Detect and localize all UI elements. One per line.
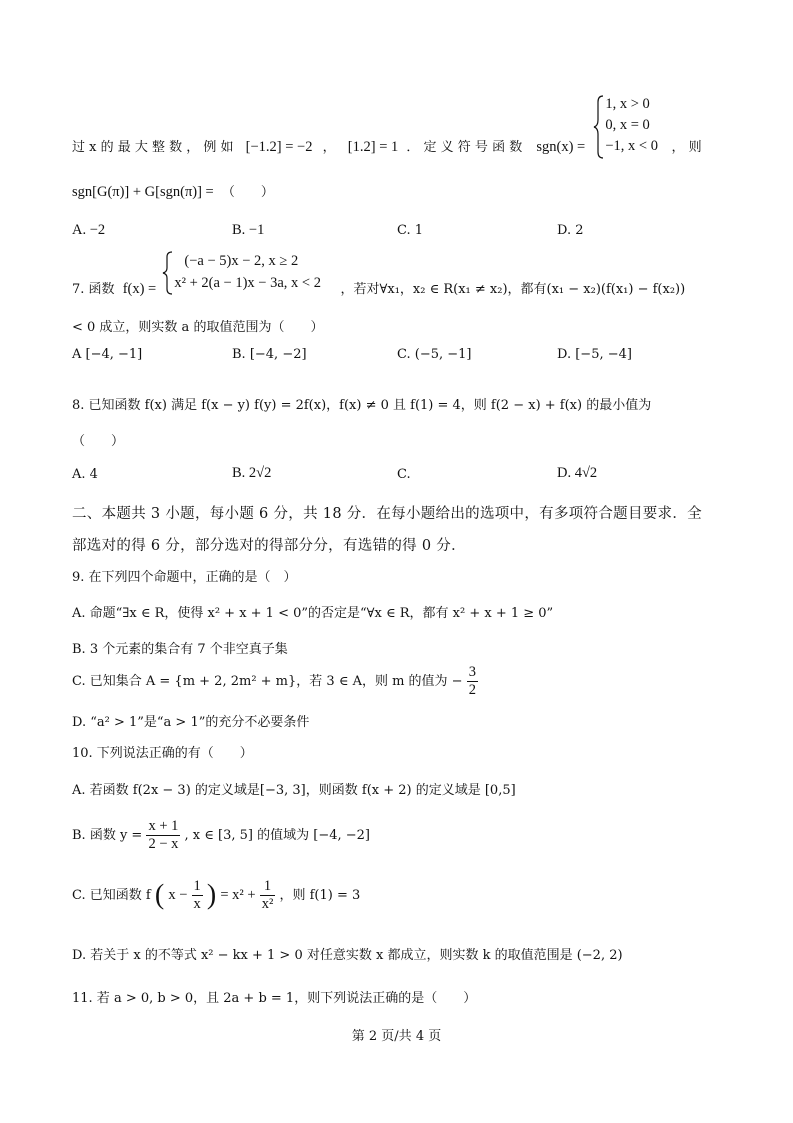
q8-option-d[interactable]: D. 4√2 — [557, 465, 598, 481]
q6-line2 — [72, 181, 274, 201]
q10-option-c-row — [72, 878, 360, 913]
page-footer: 第 2 页/共 4 页 — [351, 1029, 442, 1044]
q8-blank: （ ） — [72, 434, 125, 449]
section-2-instructions-line1 — [72, 502, 702, 523]
q10-option-d-row — [72, 944, 623, 963]
q9-option-a[interactable]: A. 命题“∃x ∈ R，使得 x² + x + 1 < 0”的否定是“∀x ∈ R，都有 x² + x + 1 ≥ 0” — [72, 606, 554, 621]
q10-option-a[interactable]: A. 若函数 f(2x − 3) 的定义域是[−3, 3]，则函数 f(x + 2) 的定义域是 [0,5] — [72, 783, 516, 798]
q10-c-fraction-2 — [260, 878, 276, 913]
q10-c-inner: x − — [168, 887, 188, 903]
q9-option-b-row — [72, 638, 288, 657]
q10-b-fraction — [146, 818, 180, 853]
q9-option-c-fraction — [467, 664, 478, 699]
q6-definition: ． 定 义 符 号 函 数 — [406, 139, 523, 155]
q6-example-2: [1.2] = 1 — [347, 138, 399, 155]
q10-b-numerator: x + 1 — [148, 818, 179, 834]
q7-option-d[interactable]: D. [−5, −4] — [557, 347, 632, 362]
sgn-piecewise — [593, 94, 663, 160]
q7-option-b[interactable]: B. [−4, −2] — [232, 347, 307, 362]
q10-option-d[interactable]: D. 若关于 x 的不等式 x² − kx + 1 > 0 对任意实数 x 都成立，则实数 k 的取值范围是 (−2, 2) — [72, 948, 623, 963]
q7-lead: 7. 函数 — [72, 281, 115, 297]
q6-option-b[interactable]: B. −1 — [232, 222, 265, 238]
q8-option-b[interactable]: B. 2√2 — [232, 465, 272, 481]
q10-c-lead: C. 已知函数 f — [72, 888, 151, 903]
q6-then: ， 则 — [671, 139, 702, 155]
q10-b-lead: B. 函数 y = — [72, 828, 143, 843]
q7-case-2: x² + 2(a − 1)x − 3a, x < 2 — [174, 275, 321, 291]
q10-c-mid: = x² + — [220, 887, 256, 903]
q9-option-d-row — [72, 711, 309, 730]
q9-option-c-text: C. 已知集合 A = {m + 2, 2m² + m}，若 3 ∈ A，则 m 的值为 − — [72, 674, 463, 689]
q6-lead: 过 x 的 最 大 整 数 ， 例 如 — [72, 139, 234, 155]
q7-condition: ，若对∀x₁，x₂ ∈ R(x₁ ≠ x₂)，都有(x₁ − x₂)(f(x₁) − f(x₂)) — [340, 281, 686, 297]
section-2-line2: 部选对的得 6 分，部分选对的得部分分，有选错的得 0 分． — [72, 538, 466, 554]
q6-blank: （ ） — [221, 185, 274, 200]
section-2-line1: 二、本题共 3 小题，每小题 6 分，共 18 分．在每小题给出的选项中，有多项符合题目要求．全 — [72, 506, 702, 522]
q10-c-den-2: x² — [261, 896, 274, 912]
q7-case-1: (−a − 5)x − 2, x ≥ 2 — [184, 253, 299, 269]
q10-option-b[interactable] — [72, 818, 370, 852]
q7-piecewise — [162, 250, 342, 296]
sgn-case-1: 1, x > 0 — [605, 96, 650, 112]
q8-option-a[interactable]: A. 4 — [72, 467, 98, 482]
sgn-case-3: −1, x < 0 — [605, 138, 658, 154]
q9-option-b[interactable]: B. 3 个元素的集合有 7 个非空真子集 — [72, 642, 288, 657]
q9-option-c-row — [72, 664, 478, 699]
q7-line1 — [72, 252, 685, 298]
q10-c-num-2: 1 — [260, 878, 276, 896]
q9-stem-row — [72, 566, 297, 585]
q10-c-num-1: 1 — [193, 878, 201, 894]
q8-option-c[interactable]: C. — [397, 467, 411, 482]
q10-option-a-row — [72, 779, 516, 798]
q10-c-fraction-1 — [192, 878, 203, 913]
q6-option-a[interactable]: A. −2 — [72, 222, 106, 238]
q6-expression: sgn[G(π)] + G[sgn(π)] = — [72, 184, 214, 200]
q9-option-a-row — [72, 602, 553, 621]
q7-line2 — [72, 316, 323, 335]
q9-stem: 9. 在下列四个命题中，正确的是（ ） — [72, 570, 297, 585]
q9-c-numerator: 3 — [468, 664, 476, 680]
q6-separator: ， — [322, 139, 336, 155]
q11-stem-row — [72, 987, 476, 1006]
q11-stem: 11. 若 a > 0, b > 0，且 2a + b = 1，则下列说法正确的是（ ） — [72, 991, 477, 1006]
q10-c-tail: ，则 f(1) = 3 — [279, 888, 361, 903]
q7-option-a[interactable]: A [−4, −1] — [72, 347, 143, 362]
q6-option-d[interactable]: D. 2 — [557, 223, 584, 238]
sgn-case-2: 0, x = 0 — [605, 117, 650, 133]
q7-fx: f(x) = — [122, 280, 157, 297]
q10-b-tail: , x ∈ [3, 5] 的值域为 [−4, −2] — [184, 828, 370, 843]
q8-text: 8. 已知函数 f(x) 满足 f(x − y) f(y) = 2f(x)，f(x) ≠ 0 且 f(1) = 4，则 f(2 − x) + f(x) 的最小值为 — [72, 398, 652, 413]
q6-line1 — [72, 96, 702, 162]
sgn-label: sgn(x) = — [536, 138, 586, 155]
q6-option-c[interactable]: C. 1 — [397, 223, 424, 238]
q9-option-d[interactable]: D. “a² > 1”是“a > 1”的充分不必要条件 — [72, 715, 310, 730]
q8-line2 — [72, 430, 124, 449]
q10-option-b-row — [72, 818, 370, 853]
q10-stem-row — [72, 742, 253, 761]
q9-option-c[interactable] — [72, 664, 478, 698]
q10-c-den-1: x — [193, 896, 201, 912]
q10-stem: 10. 下列说法正确的有（ ） — [72, 746, 253, 761]
q9-c-denominator: 2 — [468, 682, 476, 698]
q10-b-denominator: 2 − x — [148, 836, 179, 852]
q6-example-1: [−1.2] = −2 — [245, 138, 313, 155]
q7-line2-text: < 0 成立，则实数 a 的取值范围为（ ） — [72, 320, 324, 335]
section-2-instructions-line2 — [72, 534, 466, 555]
q8-line1 — [72, 394, 651, 413]
q10-option-c[interactable]: C. 已知函数 f ( x − $\frac{1}{x}$ ) = x² + $\frac{1}{\text{x²}}$ ，则 f(1) = 3 — [72, 878, 361, 912]
q7-option-c[interactable]: C. (−5, −1] — [397, 347, 472, 362]
